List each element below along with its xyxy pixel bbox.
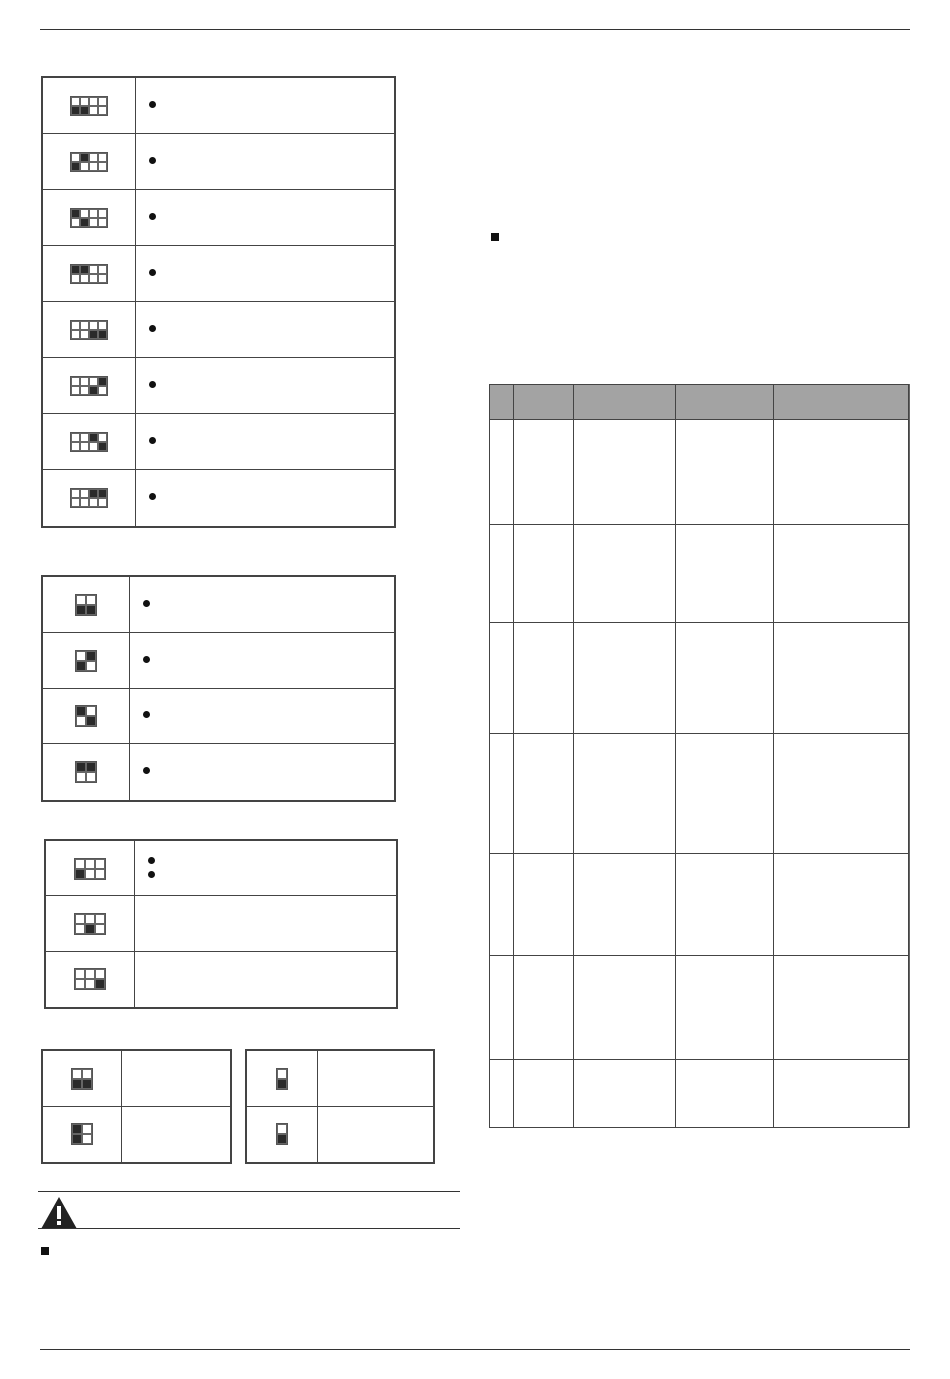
bullet-icon [148, 857, 155, 864]
bullet-icon [149, 437, 156, 444]
grid-2x4-top-left-2-icon [70, 264, 108, 284]
mode-row [43, 414, 394, 470]
mode-row [43, 246, 394, 302]
bullet-icon [143, 656, 150, 663]
grid-2x4-diagonal-up-icon [70, 152, 108, 172]
warning-top-rule [38, 1191, 460, 1192]
bullet-icon [143, 600, 150, 607]
mode-row [247, 1107, 433, 1163]
mode-table-d [41, 1049, 232, 1164]
mode-table-c [44, 839, 398, 1009]
spec-table-column-line [573, 385, 574, 1127]
bullet-icon [148, 871, 155, 878]
mode-row [43, 190, 394, 246]
bullet-icon [149, 493, 156, 500]
bullet-icon [149, 269, 156, 276]
mode-row [43, 470, 394, 526]
warning-note-bullet [41, 1247, 49, 1255]
mode-table-a [41, 76, 396, 528]
header-rule [40, 29, 910, 30]
mode-table-b [41, 575, 396, 802]
mode-row [43, 577, 394, 633]
bullet-icon [149, 213, 156, 220]
grid-2x2-diagonal-down-icon [75, 705, 97, 727]
grid-2x3-bottom-right-icon [74, 968, 106, 990]
grid-2x4-bottom-left-2-icon [70, 96, 108, 116]
spec-table-row-line [490, 853, 908, 854]
grid-2x4-top-right-2-icon [70, 488, 108, 508]
grid-2x2-bottom-filled-icon [71, 1068, 93, 1090]
mode-row [247, 1051, 433, 1107]
mode-row [43, 78, 394, 134]
bullet-icon [149, 101, 156, 108]
warning-bottom-rule [38, 1228, 460, 1229]
warning-triangle-icon [40, 1196, 78, 1230]
mode-row [43, 134, 394, 190]
spec-table-edge [909, 384, 910, 1128]
mode-row [43, 1107, 230, 1163]
bullet-icon [149, 157, 156, 164]
footer-rule [40, 1349, 910, 1350]
spec-table-row-line [490, 524, 908, 525]
spec-table-row-line [490, 1059, 908, 1060]
spec-table-column-line [513, 385, 514, 1127]
mode-row [43, 633, 394, 689]
grid-2x4-diagonal-down-right-icon [70, 432, 108, 452]
mode-row [43, 358, 394, 414]
spec-table-column-line [675, 385, 676, 1127]
bullet-icon [143, 767, 150, 774]
spec-table-row-line [490, 733, 908, 734]
bullet-icon [149, 381, 156, 388]
intro-note-bullet [491, 233, 499, 241]
spec-table-column-line [773, 385, 774, 1127]
spec-table-row-line [490, 419, 908, 420]
spec-table-row-line [490, 955, 908, 956]
mode-row [43, 744, 394, 800]
spec-table [489, 384, 909, 1128]
spec-table-header [490, 385, 908, 420]
grid-2x2-top-icon [75, 761, 97, 783]
grid-2x4-bottom-right-2-icon [70, 320, 108, 340]
bullet-icon [149, 325, 156, 332]
mode-row [46, 896, 396, 951]
spec-table-row-line [490, 622, 908, 623]
grid-2x3-bottom-left-icon [74, 858, 106, 880]
mode-table-e [245, 1049, 435, 1164]
grid-2x4-diagonal-up-right-icon [70, 376, 108, 396]
grid-2x2-bottom-icon [75, 594, 97, 616]
grid-1x2-bottom-large-icon [276, 1123, 288, 1145]
mode-row [43, 302, 394, 358]
mode-row [43, 689, 394, 745]
grid-2x2-left-column-filled-icon [71, 1123, 93, 1145]
bullet-icon [143, 711, 150, 718]
mode-row [43, 1051, 230, 1107]
grid-1x2-bottom-icon [276, 1068, 288, 1090]
grid-2x3-bottom-middle-icon [74, 913, 106, 935]
grid-2x4-diagonal-down-icon [70, 208, 108, 228]
mode-row [46, 952, 396, 1007]
grid-2x2-diagonal-up-icon [75, 650, 97, 672]
mode-row [46, 841, 396, 896]
